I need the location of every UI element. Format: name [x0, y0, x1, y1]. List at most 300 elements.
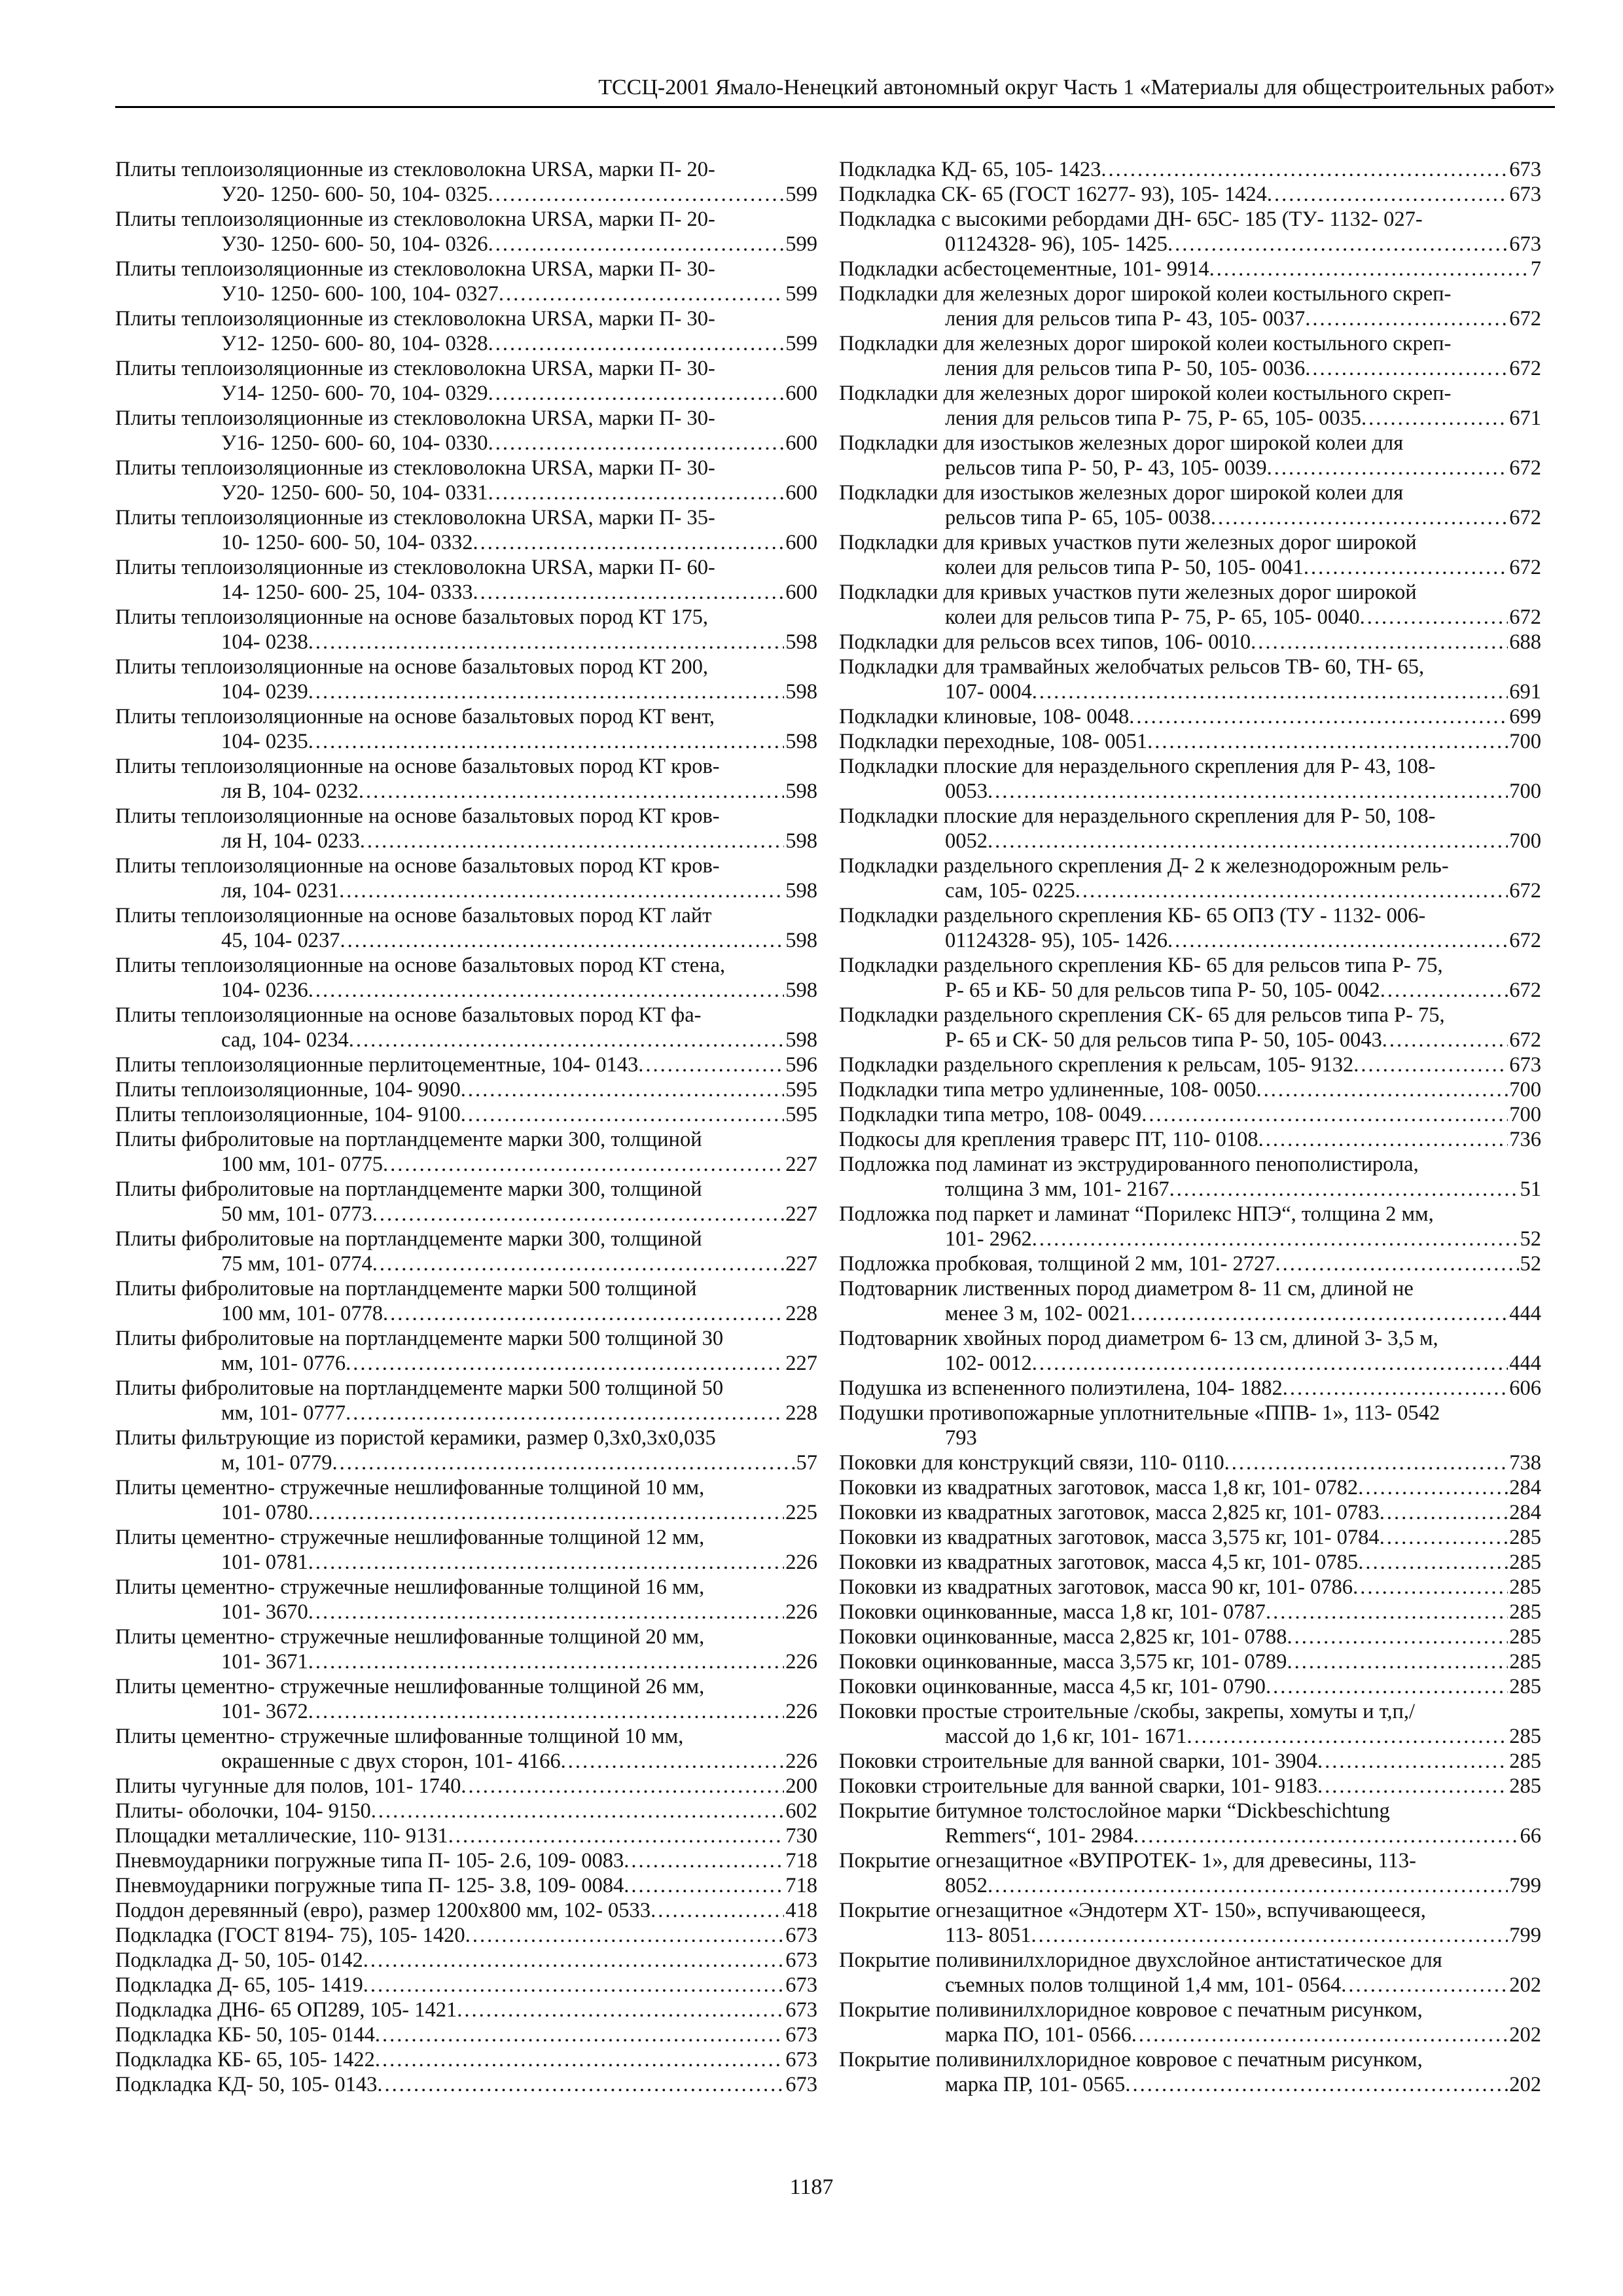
dot-leader [1360, 605, 1508, 630]
entry-text-last: Подкосы для крепления траверс ПТ, 110- 0108 [839, 1128, 1258, 1151]
entry-page-ref: 688 [1509, 630, 1541, 654]
entry-text-line: Плиты фибролитовые на портландцементе марки 300, толщиной [115, 1177, 702, 1201]
entry-text-last: У20- 1250- 600- 50, 104- 0325 [221, 183, 488, 206]
entry-leader-line [839, 829, 1541, 853]
entry-text-last: Подкладка КБ- 65, 105- 1422 [115, 2048, 375, 2072]
index-entry [839, 431, 1541, 480]
index-entry [839, 1550, 1541, 1575]
entry-page-ref: 226 [785, 1749, 817, 1773]
dot-leader [1141, 1102, 1508, 1127]
entry-text-line: Плиты теплоизоляционные из стекловолокна URSA, марки П- 30- [115, 307, 715, 331]
index-entry [839, 1475, 1541, 1500]
entry-leader-line [115, 1799, 817, 1823]
entry-text-last: Подкладки асбестоцементные, 101- 9914 [839, 257, 1209, 281]
entry-page-ref: 700 [1509, 1078, 1541, 1102]
entry-page-ref: 672 [1509, 978, 1541, 1002]
index-entry [115, 1799, 817, 1823]
entry-text-line: Плиты теплоизоляционные из стекловолокна URSA, марки П- 30- [115, 406, 715, 430]
entry-text-line: Плиты теплоизоляционные из стекловолокна URSA, марки П- 20- [115, 158, 715, 181]
entry-page-ref: 227 [785, 1153, 817, 1176]
dot-leader [308, 1550, 785, 1575]
entry-text-last: колеи для рельсов типа Р- 75, Р- 65, 105- 0040 [945, 605, 1360, 629]
entry-leader-line [839, 1525, 1541, 1550]
entry-text-line: Подкладки для железных дорог широкой колеи костыльного скреп- [839, 332, 1452, 355]
dot-leader [308, 679, 785, 704]
entry-leader-line [115, 1028, 817, 1052]
entry-text-last: 101- 0780 [221, 1501, 308, 1524]
entry-leader-line [115, 1450, 817, 1475]
index-entry [115, 1276, 817, 1326]
entry-page-ref: 285 [1509, 1774, 1541, 1798]
index-entry [115, 1077, 817, 1102]
entry-text-last: 101- 0781 [221, 1551, 308, 1574]
entry-page-ref: 226 [785, 1700, 817, 1723]
entry-text-last: Поковки строительные для ванной сварки, 101- 3904 [839, 1749, 1317, 1773]
entry-text-last: Плиты теплоизоляционные, 104- 9100 [115, 1103, 461, 1126]
dot-leader [488, 331, 785, 356]
dot-leader [1287, 1624, 1508, 1649]
entry-leader-line [115, 679, 817, 704]
entry-leader-line [115, 1351, 817, 1376]
index-entry [115, 804, 817, 853]
entry-page-ref: 673 [1509, 232, 1541, 256]
entry-text-line: Подтоварник хвойных пород диаметром 6- 13 см, длиной 3- 3,5 м, [839, 1327, 1438, 1350]
dot-leader [1251, 630, 1508, 655]
entry-page-ref: 227 [785, 1202, 817, 1226]
dot-leader [1209, 257, 1529, 281]
index-entry [115, 1177, 817, 1227]
entry-page-ref: 598 [785, 879, 817, 903]
index-entry [115, 903, 817, 953]
index-entry [115, 257, 817, 306]
index-entry [115, 1624, 817, 1674]
entry-text-last: мм, 101- 0777 [221, 1401, 346, 1425]
entry-page-ref: 672 [1509, 307, 1541, 331]
entry-text-last: Подкладка Д- 50, 105- 0142 [115, 1948, 363, 1972]
entry-text-last: ля Н, 104- 0233 [221, 829, 360, 853]
entry-text-line: Подкладки для железных дорог широкой колеи костыльного скреп- [839, 282, 1452, 306]
entry-text-last: менее 3 м, 102- 0021 [945, 1302, 1131, 1325]
entry-text-last: 75 мм, 101- 0774 [221, 1252, 372, 1276]
dot-leader [1317, 1749, 1508, 1774]
entry-page-ref: 672 [1509, 556, 1541, 579]
dot-leader [1147, 729, 1508, 754]
entry-text-line: Покрытие битумное толстослойное марки “Dickbeschichtung [839, 1799, 1390, 1823]
page-number: 1187 [789, 2175, 834, 2199]
entry-text-last: Подкладки переходные, 108- 0051 [839, 730, 1148, 753]
dot-leader [340, 928, 784, 953]
entry-leader-line [839, 257, 1541, 281]
dot-leader [638, 1052, 784, 1077]
entry-page-ref: 57 [796, 1451, 817, 1475]
index-entry [839, 1102, 1541, 1127]
entry-page-ref: 285 [1509, 1600, 1541, 1624]
dot-leader [1257, 1077, 1508, 1102]
entry-text-last: Подкладки типа метро, 108- 0049 [839, 1103, 1142, 1126]
index-entry [115, 356, 817, 406]
entry-text-last: 102- 0012 [945, 1352, 1032, 1375]
entry-text-last: Пневмоударники погружные типа П- 125- 3.8, 109- 0084 [115, 1874, 624, 1897]
entry-text-line: Подкладки плоские для нераздельного скрепления для Р- 50, 108- [839, 804, 1436, 828]
entry-page-ref: 226 [785, 1551, 817, 1574]
entry-text-last: Подкладка (ГОСТ 8194- 75), 105- 1420 [115, 1924, 465, 1947]
entry-leader-line [115, 1077, 817, 1102]
index-entry [839, 1077, 1541, 1102]
dot-leader [308, 978, 785, 1003]
entry-text-last: Поковки строительные для ванной сварки, 101- 9183 [839, 1774, 1317, 1798]
entry-leader-line [115, 1550, 817, 1575]
dot-leader [448, 1823, 785, 1848]
entry-leader-line [839, 878, 1541, 903]
entry-text-last: Подкладка КД- 50, 105- 0143 [115, 2073, 378, 2096]
dot-leader [308, 729, 785, 754]
entry-leader-line [115, 480, 817, 505]
dot-leader [1258, 1127, 1508, 1152]
entry-page-ref: 673 [785, 2023, 817, 2047]
entry-leader-line [115, 381, 817, 406]
entry-text-last: 100 мм, 101- 0778 [221, 1302, 383, 1325]
index-entry [839, 157, 1541, 182]
entry-text-line: Плиты цементно- стружечные нешлифованные толщиной 26 мм, [115, 1675, 705, 1698]
dot-leader [1032, 679, 1508, 704]
dot-leader [1168, 928, 1508, 953]
entry-page-ref: 599 [785, 282, 817, 306]
index-entry [115, 1326, 817, 1376]
index-entry [115, 1998, 817, 2022]
dot-leader [372, 1251, 785, 1276]
entry-text-last: 01124328- 95), 105- 1426 [945, 929, 1168, 952]
entry-page-ref: 672 [1509, 605, 1541, 629]
entry-leader-line [839, 1823, 1541, 1848]
index-entry [839, 953, 1541, 1003]
dot-leader [339, 878, 784, 903]
entry-text-line: Подушки противопожарные уплотнительные «ППВ- 1», 113- 0542 [839, 1401, 1440, 1425]
entry-text-line: Плиты теплоизоляционные на основе базальтовых пород КТ кров- [115, 804, 720, 828]
entry-page-ref: 598 [785, 780, 817, 803]
entry-leader-line [115, 2047, 817, 2072]
dot-leader [383, 1152, 784, 1177]
entry-text-last: Подкладки раздельного скрепления к рельсам, 105- 9132 [839, 1053, 1354, 1077]
entry-leader-line [115, 829, 817, 853]
entry-page-ref: 673 [785, 2073, 817, 2096]
dot-leader [1380, 1525, 1508, 1550]
entry-text-line: Плиты цементно- стружечные нешлифованные толщиной 10 мм, [115, 1476, 705, 1499]
entry-page-ref: 227 [785, 1252, 817, 1276]
entry-text-last: ля, 104- 0231 [221, 879, 340, 903]
dot-leader [360, 829, 785, 853]
entry-leader-line [839, 1475, 1541, 1500]
entry-leader-line [839, 406, 1541, 431]
entry-text-last: Подкладки для рельсов всех типов, 106- 0010 [839, 630, 1251, 654]
dot-leader [1353, 1052, 1508, 1077]
dot-leader [1361, 406, 1508, 431]
index-entry [839, 1774, 1541, 1799]
entry-text-last: 107- 0004 [945, 680, 1032, 704]
entry-leader-line [839, 1351, 1541, 1376]
index-entry [115, 1774, 817, 1799]
index-entry [839, 1251, 1541, 1276]
entry-leader-line [839, 1624, 1541, 1649]
entry-text-last: 10- 1250- 600- 50, 104- 0332 [221, 531, 473, 554]
entry-leader-line [115, 1251, 817, 1276]
dot-leader [1267, 182, 1508, 207]
entry-text-last: Р- 65 и КБ- 50 для рельсов типа Р- 50, 105- 0042 [945, 978, 1380, 1002]
entry-leader-line [115, 1823, 817, 1848]
index-entry [839, 804, 1541, 853]
dot-leader [371, 1799, 784, 1823]
entry-leader-line [839, 1649, 1541, 1674]
entry-text-last: 793 [945, 1426, 977, 1450]
entry-text-last: 0053 [945, 780, 988, 803]
index-entry [839, 381, 1541, 431]
entry-page-ref: 285 [1509, 1749, 1541, 1773]
dot-leader [1132, 2022, 1508, 2047]
entry-leader-line [839, 356, 1541, 381]
entry-text-line: Подтоварник лиственных пород диаметром 8- 11 см, длиной не [839, 1277, 1414, 1300]
entry-text-last: рельсов типа Р- 65, 105- 0038 [945, 506, 1211, 529]
entry-page-ref: 673 [785, 1998, 817, 2022]
entry-text-last: толщина 3 мм, 101- 2167 [945, 1177, 1169, 1201]
entry-leader-line [839, 1550, 1541, 1575]
entry-text-last: 104- 0238 [221, 630, 308, 654]
entry-text-last: Р- 65 и СК- 50 для рельсов типа Р- 50, 105- 0043 [945, 1028, 1382, 1052]
dot-leader [1031, 1923, 1508, 1948]
entry-text-line: Плиты фильтрующие из пористой керамики, размер 0,3х0,3х0,035 [115, 1426, 716, 1450]
entry-text-line: Плиты теплоизоляционные из стекловолокна URSA, марки П- 35- [115, 506, 715, 529]
entry-leader-line [115, 1052, 817, 1077]
index-entry [115, 2047, 817, 2072]
index-entry [839, 1326, 1541, 1376]
entry-page-ref: 285 [1509, 1650, 1541, 1674]
index-entry [839, 1052, 1541, 1077]
entry-page-ref: 285 [1509, 1526, 1541, 1549]
entry-leader-line [115, 1202, 817, 1227]
entry-text-line: Плиты теплоизоляционные на основе базальтовых пород КТ лайт [115, 904, 712, 927]
index-entry [115, 1127, 817, 1177]
entry-page-ref: 730 [785, 1824, 817, 1848]
entry-text-line: Подкладки для кривых участков пути железных дорог широкой [839, 531, 1417, 554]
index-entry [115, 754, 817, 804]
entry-text-last: Подкладки типа метро удлиненные, 108- 0050 [839, 1078, 1257, 1102]
entry-text-line: Плиты теплоизоляционные на основе базальтовых пород КТ 175, [115, 605, 709, 629]
index-entry [115, 1923, 817, 1948]
dot-leader [1101, 157, 1508, 182]
entry-leader-line [115, 928, 817, 953]
entry-text-last: ля В, 104- 0232 [221, 780, 359, 803]
entry-text-last: съемных полов толщиной 1,4 мм, 101- 0564 [945, 1973, 1342, 1997]
dot-leader [988, 829, 1508, 853]
dot-leader [1353, 1575, 1508, 1600]
entry-leader-line [115, 1774, 817, 1799]
entry-leader-line [839, 1923, 1541, 1948]
entry-text-last: м, 101- 0779 [221, 1451, 332, 1475]
entry-text-line: Плиты теплоизоляционные на основе базальтовых пород КТ кров- [115, 854, 720, 878]
entry-text-last: Подушка из вспененного полиэтилена, 104- 1882 [839, 1376, 1283, 1400]
index-entry [115, 1898, 817, 1923]
entry-text-line: Подкладки для железных дорог широкой колеи костыльного скреп- [839, 382, 1452, 405]
entry-text-last: Поддон деревянный (евро), размер 1200х800 мм, 102- 0533 [115, 1899, 651, 1922]
entry-leader-line [115, 1102, 817, 1127]
dot-leader [461, 1077, 784, 1102]
entry-page-ref: 285 [1509, 1551, 1541, 1574]
entry-text-last: 104- 0235 [221, 730, 308, 753]
entry-text-last: Поковки из квадратных заготовок, масса 4,5 кг, 101- 0785 [839, 1551, 1359, 1574]
dot-leader [1267, 456, 1508, 480]
entry-text-line: Плиты теплоизоляционные из стекловолокна URSA, марки П- 30- [115, 357, 715, 380]
entry-leader-line [839, 1674, 1541, 1699]
entry-text-line: Плиты цементно- стружечные нешлифованные толщиной 12 мм, [115, 1526, 705, 1549]
entry-text-line: Плиты теплоизоляционные из стекловолокна URSA, марки П- 30- [115, 257, 715, 281]
entry-leader-line [839, 679, 1541, 704]
index-entry [839, 903, 1541, 953]
entry-text-last: 8052 [945, 1874, 988, 1897]
entry-text-line: Подложка под ламинат из экструдированного пенополистирола, [839, 1153, 1419, 1176]
entry-text-last: 45, 104- 0237 [221, 929, 340, 952]
entry-leader-line [839, 2072, 1541, 2097]
dot-leader [465, 1923, 785, 1948]
index-entry [115, 2022, 817, 2047]
entry-page-ref: 673 [1509, 1053, 1541, 1077]
entry-text-last: Подкладка КБ- 50, 105- 0144 [115, 2023, 375, 2047]
entry-page-ref: 598 [785, 730, 817, 753]
entry-leader-line [839, 729, 1541, 754]
entry-text-line: Покрытие огнезащитное «Эндотерм ХТ- 150», вспучивающееся, [839, 1899, 1426, 1922]
entry-leader-line [115, 530, 817, 555]
entry-text-last: рельсов типа Р- 50, Р- 43, 105- 0039 [945, 456, 1267, 480]
dot-leader [346, 1351, 784, 1376]
entry-leader-line [839, 1749, 1541, 1774]
entry-leader-line [839, 1973, 1541, 1998]
entry-text-last: марка ПО, 101- 0566 [945, 2023, 1132, 2047]
entry-page-ref: 699 [1509, 705, 1541, 728]
entry-text-last: ления для рельсов типа Р- 75, Р- 65, 105- 0035 [945, 406, 1361, 430]
entry-text-line: Плиты теплоизоляционные из стекловолокна URSA, марки П- 20- [115, 207, 715, 231]
index-entry [839, 1649, 1541, 1674]
entry-leader-line [115, 878, 817, 903]
dot-leader [488, 480, 785, 505]
entry-text-line: Подкладки для кривых участков пути железных дорог широкой [839, 581, 1417, 604]
dot-leader [349, 1028, 785, 1052]
dot-leader [1168, 232, 1508, 257]
dot-leader [1317, 1774, 1508, 1799]
dot-leader [308, 1649, 785, 1674]
dot-leader [624, 1848, 784, 1873]
entry-leader-line [839, 1376, 1541, 1401]
index-entry [839, 480, 1541, 530]
entry-page-ref: 672 [1509, 1028, 1541, 1052]
entry-leader-line [115, 232, 817, 257]
entry-text-line: Плиты теплоизоляционные на основе базальтовых пород КТ кров- [115, 755, 720, 778]
index-entry [839, 1848, 1541, 1898]
dot-leader [499, 281, 784, 306]
entry-text-line: Плиты цементно- стружечные шлифованные толщиной 10 мм, [115, 1725, 684, 1748]
entry-leader-line [115, 1848, 817, 1873]
entry-text-last: мм, 101- 0776 [221, 1352, 346, 1375]
entry-text-last: 14- 1250- 600- 25, 104- 0333 [221, 581, 473, 604]
entry-leader-line [839, 1127, 1541, 1152]
entry-leader-line [839, 1301, 1541, 1326]
index-entry [839, 530, 1541, 580]
index-entry [115, 1102, 817, 1127]
dot-leader [363, 1948, 785, 1973]
entry-leader-line [115, 331, 817, 356]
index-entry [839, 729, 1541, 754]
entry-leader-line [115, 1401, 817, 1426]
entry-text-last: марка ПР, 101- 0565 [945, 2073, 1126, 2096]
entry-text-last: ления для рельсов типа Р- 43, 105- 0037 [945, 307, 1306, 331]
index-entry [839, 1525, 1541, 1550]
entry-leader-line [839, 505, 1541, 530]
entry-text-last: Плиты теплоизоляционные, 104- 9090 [115, 1078, 461, 1102]
dot-leader [1075, 878, 1508, 903]
dot-leader [1283, 1376, 1508, 1401]
entry-text-last: Поковки оцинкованные, масса 3,575 кг, 101- 0789 [839, 1650, 1287, 1674]
index-entry [115, 505, 817, 555]
dot-leader [383, 1301, 784, 1326]
index-entry [115, 406, 817, 456]
entry-leader-line [115, 1152, 817, 1177]
dot-leader [488, 232, 785, 257]
entry-text-line: Плиты теплоизоляционные на основе базальтовых пород КТ стена, [115, 954, 726, 977]
entry-text-last: У16- 1250- 600- 60, 104- 0330 [221, 431, 488, 455]
entry-text-last: Подкладка Д- 65, 105- 1419 [115, 1973, 363, 1997]
entry-page-ref: 672 [1509, 357, 1541, 380]
entry-leader-line [115, 1500, 817, 1525]
entry-leader-line [115, 1649, 817, 1674]
entry-page-ref: 200 [785, 1774, 817, 1798]
entry-page-ref: 52 [1520, 1227, 1541, 1251]
entry-leader-line [115, 2072, 817, 2097]
entry-page-ref: 718 [785, 1874, 817, 1897]
entry-leader-line [839, 1450, 1541, 1475]
entry-text-last: 01124328- 96), 105- 1425 [945, 232, 1168, 256]
entry-page-ref: 602 [785, 1799, 817, 1823]
entry-text-last: Площадки металлические, 110- 9131 [115, 1824, 448, 1848]
index-entry [115, 605, 817, 655]
entry-text-last: 50 мм, 101- 0773 [221, 1202, 372, 1226]
entry-leader-line [115, 978, 817, 1003]
index-entry [839, 1699, 1541, 1749]
index-column-right [839, 157, 1541, 2097]
dot-leader [363, 1973, 785, 1998]
entry-text-last: 101- 3670 [221, 1600, 308, 1624]
index-entry [839, 580, 1541, 630]
entry-page-ref: 418 [785, 1899, 817, 1922]
entry-page-ref: 671 [1509, 406, 1541, 430]
dot-leader [461, 1102, 784, 1127]
entry-page-ref: 202 [1509, 2023, 1541, 2047]
header-rule [115, 106, 1555, 108]
entry-leader-line [115, 1898, 817, 1923]
dot-leader [488, 381, 785, 406]
entry-leader-line [115, 1923, 817, 1948]
index-entry [839, 1376, 1541, 1401]
dot-leader [308, 1699, 785, 1724]
dot-leader [1275, 1251, 1519, 1276]
entry-leader-line [839, 1028, 1541, 1052]
dot-leader [1380, 1500, 1508, 1525]
entry-page-ref: 444 [1509, 1302, 1541, 1325]
index-entry [839, 704, 1541, 729]
dot-leader [1211, 505, 1508, 530]
index-entry [115, 1475, 817, 1525]
entry-page-ref: 226 [785, 1650, 817, 1674]
index-column-left [115, 157, 817, 2097]
entry-page-ref: 672 [1509, 506, 1541, 529]
index-entry [839, 1575, 1541, 1600]
entry-text-line: Подкладки раздельного скрепления КБ- 65 для рельсов типа Р- 75, [839, 954, 1443, 977]
index-entry [115, 207, 817, 257]
